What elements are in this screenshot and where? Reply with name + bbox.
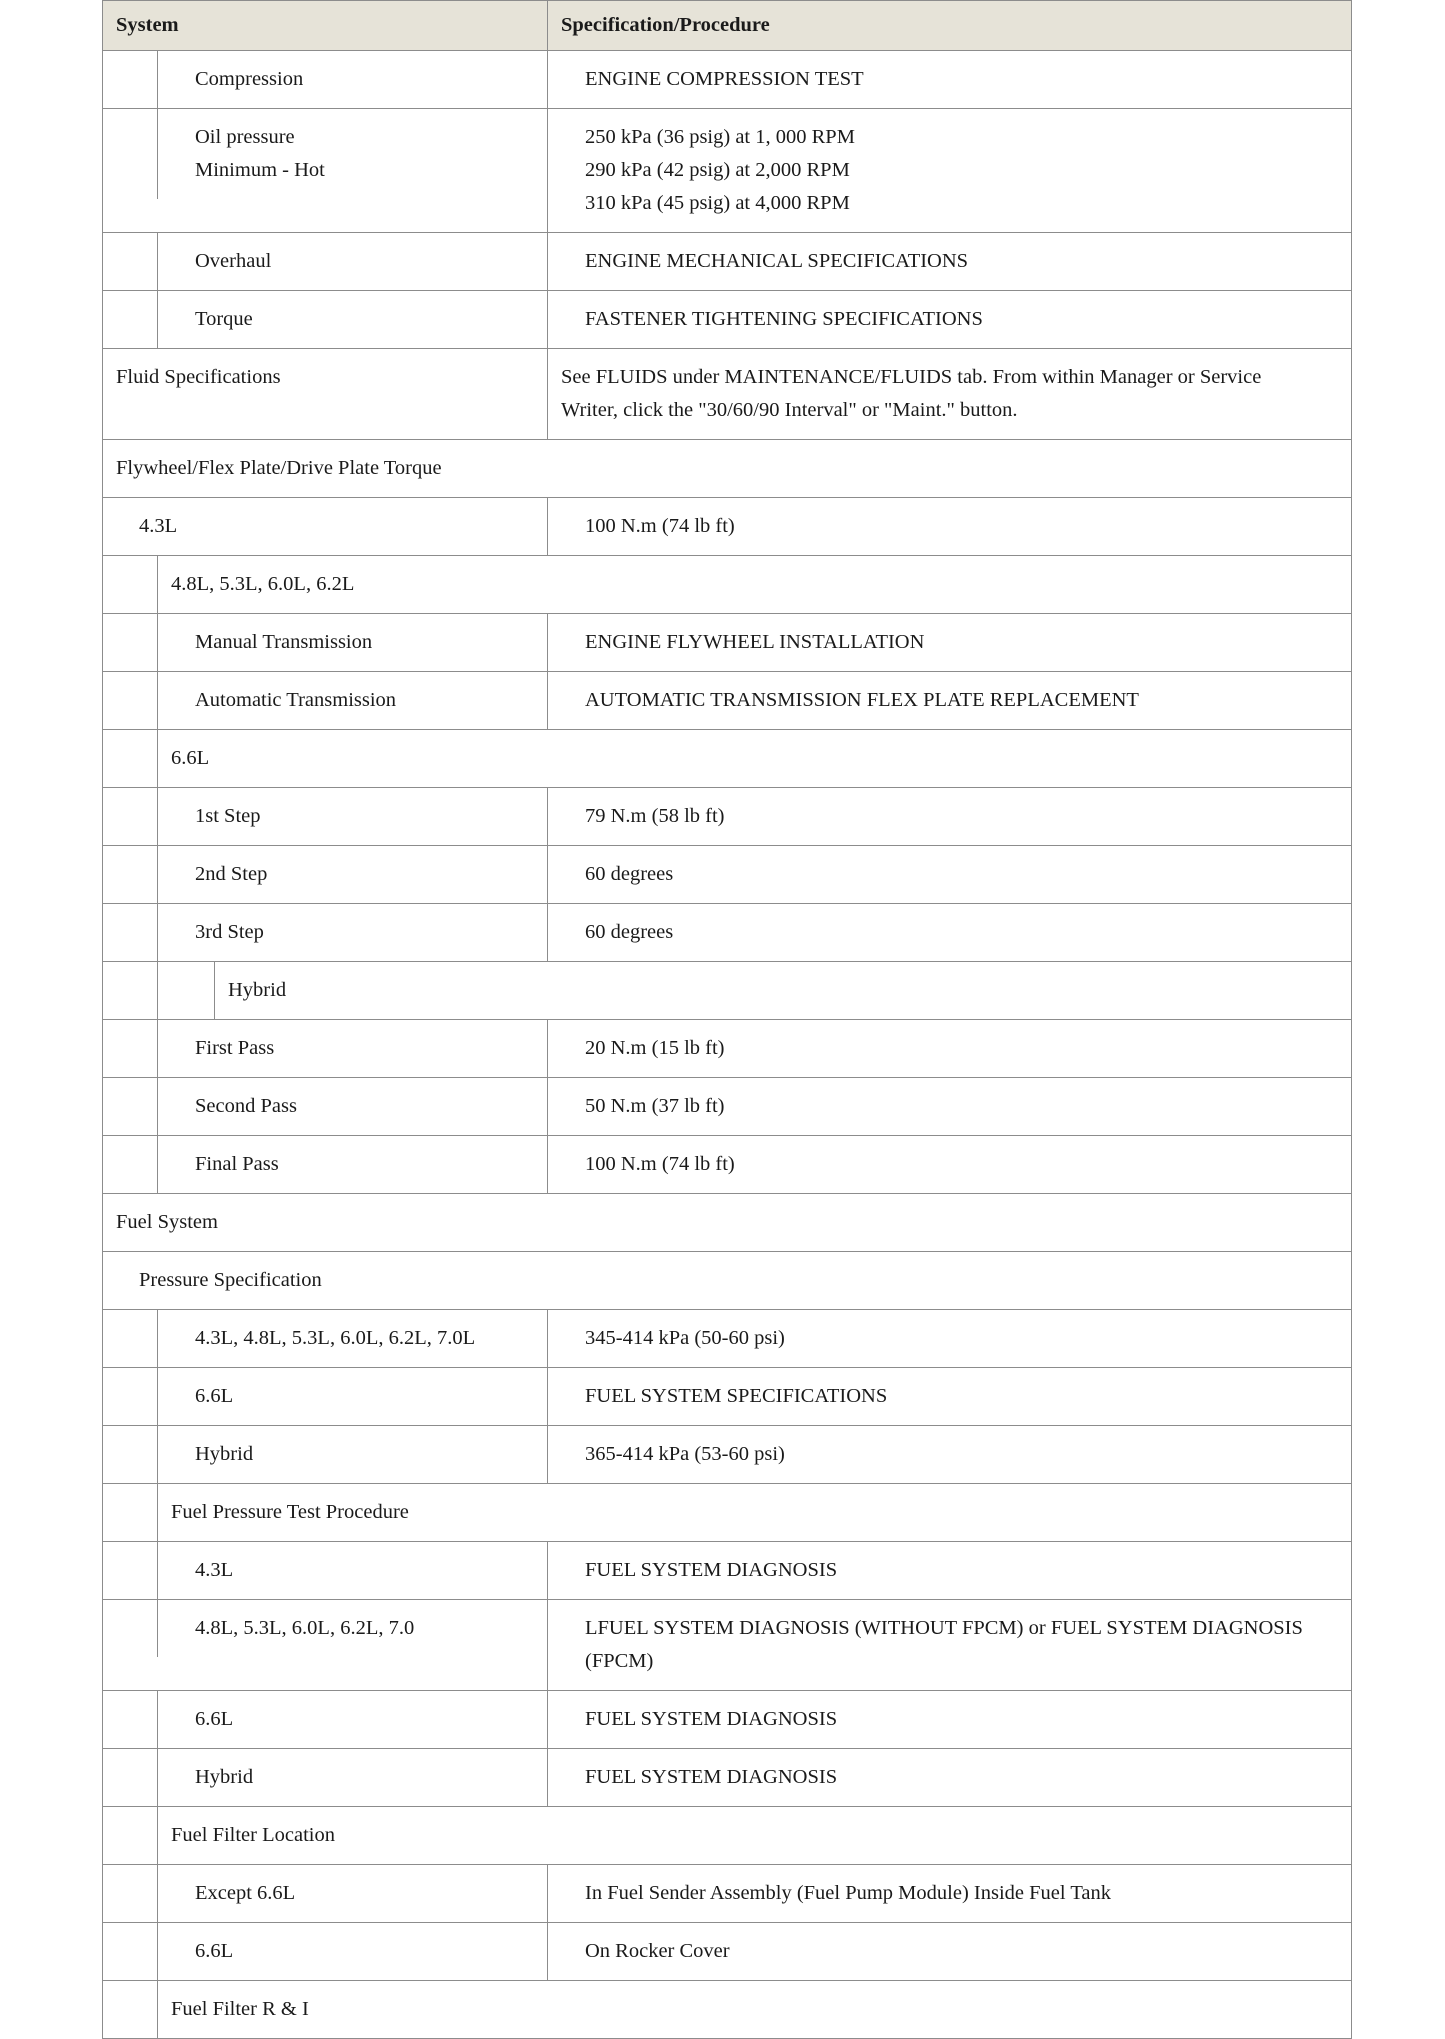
indent-gutter [103, 1484, 158, 1541]
system-cell [103, 1923, 548, 1981]
indent-gutter [103, 1807, 158, 1864]
system-label [158, 904, 278, 961]
table-row [103, 846, 1352, 904]
system-label [158, 1749, 267, 1806]
cell-text-line: 6.6L [195, 1940, 234, 1962]
spec-value [548, 1865, 1351, 1922]
table-row [103, 672, 1352, 730]
cell-text-line: LFUEL SYSTEM DIAGNOSIS (WITHOUT FPCM) or FUEL SYSTEM DIAGNOSIS [585, 1617, 1303, 1639]
section-label [158, 1981, 323, 2038]
cell-text-line: Fuel Filter R & I [171, 1998, 309, 2020]
cell-text-line: Compression [195, 68, 304, 90]
spec-value [548, 1020, 1351, 1077]
indent-gutter [103, 1368, 158, 1425]
system-cell [103, 1749, 548, 1807]
table-row [103, 1368, 1352, 1426]
section-label [103, 440, 456, 497]
cell-text-line: 50 N.m (37 lb ft) [585, 1095, 725, 1117]
spec-cell [548, 1600, 1352, 1691]
spec-value [548, 349, 1351, 439]
indent-gutter [103, 233, 158, 290]
table-row [103, 1865, 1352, 1923]
indent-gutter [103, 846, 158, 903]
spec-value [548, 1749, 1351, 1806]
cell-text-line: (FPCM) [585, 1650, 654, 1672]
spec-value [548, 291, 1351, 348]
spec-value [548, 1923, 1351, 1980]
spec-value [548, 1426, 1351, 1483]
table-row [103, 1252, 1352, 1310]
cell-text-line: Hybrid [228, 979, 287, 1001]
system-label [158, 788, 275, 845]
indent-gutter [103, 1542, 158, 1599]
indent-gutter [103, 904, 158, 961]
header-spec: Specification/Procedure [548, 1, 1352, 51]
indent-gutter [103, 1600, 158, 1657]
system-cell [103, 51, 548, 109]
cell-text-line: Manual Transmission [195, 631, 373, 653]
indent-gutter [158, 962, 215, 1019]
indent-gutter [103, 51, 158, 108]
spec-value [548, 1136, 1351, 1193]
cell-text-line: FUEL SYSTEM DIAGNOSIS [585, 1708, 838, 1730]
system-cell [103, 498, 548, 556]
section-cell [103, 1194, 1352, 1252]
cell-text-line: 4.3L [195, 1559, 234, 1581]
indent-gutter [103, 1136, 158, 1193]
indent-gutter [103, 962, 158, 1019]
spec-value [548, 498, 1351, 555]
system-cell [103, 1136, 548, 1194]
cell-text-line: 100 N.m (74 lb ft) [585, 1153, 735, 1175]
cell-text-line: ENGINE MECHANICAL SPECIFICATIONS [585, 250, 969, 272]
table-row [103, 109, 1352, 233]
system-cell [103, 1691, 548, 1749]
indent-gutter [103, 1923, 158, 1980]
system-cell [103, 904, 548, 962]
spec-cell [548, 291, 1352, 349]
system-label [158, 1865, 309, 1922]
spec-cell [548, 614, 1352, 672]
spec-value [548, 1600, 1351, 1690]
system-cell [103, 1368, 548, 1426]
spec-cell [548, 788, 1352, 846]
system-label [158, 109, 339, 199]
spec-cell [548, 1542, 1352, 1600]
table-row [103, 1981, 1352, 2039]
cell-text-line: See FLUIDS under MAINTENANCE/FLUIDS tab. From within Manager or Service [561, 366, 1262, 388]
indent-gutter [103, 1020, 158, 1077]
table-row [103, 1923, 1352, 1981]
table-row [103, 1020, 1352, 1078]
cell-text-line: 2nd Step [195, 863, 268, 885]
indent-gutter [103, 614, 158, 671]
table-row [103, 1749, 1352, 1807]
system-cell [103, 1600, 548, 1691]
cell-text-line: Minimum - Hot [195, 159, 325, 181]
spec-value [548, 614, 1351, 671]
cell-text-line: 4.8L, 5.3L, 6.0L, 6.2L, 7.0 [195, 1617, 415, 1639]
table-row [103, 556, 1352, 614]
indent-gutter [103, 109, 158, 199]
spec-cell [548, 904, 1352, 962]
section-label [158, 556, 368, 613]
indent-gutter [103, 730, 158, 787]
spec-cell [548, 109, 1352, 233]
system-cell [103, 1426, 548, 1484]
cell-text-line: 6.6L [195, 1708, 234, 1730]
spec-value [548, 904, 1351, 961]
table-row [103, 614, 1352, 672]
section-cell [103, 440, 1352, 498]
cell-text-line: On Rocker Cover [585, 1940, 730, 1962]
spec-value [548, 51, 1351, 108]
cell-text-line: Fluid Specifications [116, 366, 281, 388]
header-system: System [103, 1, 548, 51]
cell-text-line: 6.6L [195, 1385, 234, 1407]
table-body [103, 51, 1352, 2039]
table-row [103, 788, 1352, 846]
table-row [103, 440, 1352, 498]
system-cell [103, 1078, 548, 1136]
cell-text-line: FASTENER TIGHTENING SPECIFICATIONS [585, 308, 983, 330]
section-cell [103, 1484, 1352, 1542]
spec-cell [548, 1923, 1352, 1981]
table-row [103, 1807, 1352, 1865]
section-cell [103, 556, 1352, 614]
cell-text-line: 290 kPa (42 psig) at 2,000 RPM [585, 159, 850, 181]
indent-gutter [103, 1981, 158, 2038]
system-cell [103, 109, 548, 233]
section-label [103, 1194, 232, 1251]
cell-text-line: ENGINE FLYWHEEL INSTALLATION [585, 631, 925, 653]
system-label [158, 233, 285, 290]
system-cell [103, 846, 548, 904]
system-label [158, 1136, 293, 1193]
section-label [158, 1484, 423, 1541]
system-cell [103, 1865, 548, 1923]
cell-text-line: 3rd Step [195, 921, 264, 943]
system-label [158, 614, 386, 671]
indent-gutter [103, 291, 158, 348]
table-header-row [103, 1, 1352, 51]
table-row [103, 291, 1352, 349]
cell-text-line: First Pass [195, 1037, 275, 1059]
table-row [103, 730, 1352, 788]
spec-cell [548, 51, 1352, 109]
system-label [103, 498, 191, 555]
spec-value [548, 788, 1351, 845]
cell-text-line: Writer, click the "30/60/90 Interval" or "Maint." button. [561, 399, 1018, 421]
table-row [103, 498, 1352, 556]
spec-cell [548, 498, 1352, 556]
indent-gutter [103, 672, 158, 729]
table-row [103, 1484, 1352, 1542]
system-cell [103, 614, 548, 672]
table-row [103, 1310, 1352, 1368]
system-label [158, 291, 267, 348]
system-cell [103, 291, 548, 349]
spec-value [548, 1542, 1351, 1599]
cell-text-line: AUTOMATIC TRANSMISSION FLEX PLATE REPLACEMENT [585, 689, 1139, 711]
spec-cell [548, 672, 1352, 730]
system-cell [103, 1020, 548, 1078]
cell-text-line: ENGINE COMPRESSION TEST [585, 68, 864, 90]
table-row [103, 1542, 1352, 1600]
cell-text-line: 4.3L, 4.8L, 5.3L, 6.0L, 6.2L, 7.0L [195, 1327, 476, 1349]
table-row [103, 1426, 1352, 1484]
cell-text-line: 250 kPa (36 psig) at 1, 000 RPM [585, 126, 855, 148]
section-label [103, 1252, 336, 1309]
system-label [158, 1600, 428, 1657]
table-row [103, 1078, 1352, 1136]
system-cell [103, 1542, 548, 1600]
cell-text-line: Hybrid [195, 1766, 254, 1788]
cell-text-line: 365-414 kPa (53-60 psi) [585, 1443, 785, 1465]
cell-text-line: 310 kPa (45 psig) at 4,000 RPM [585, 192, 850, 214]
cell-text-line: 60 degrees [585, 863, 674, 885]
table-row [103, 962, 1352, 1020]
table-row [103, 51, 1352, 109]
indent-gutter [103, 1078, 158, 1135]
system-label [158, 1020, 288, 1077]
system-label [158, 1691, 247, 1748]
indent-gutter [103, 1691, 158, 1748]
system-label [158, 846, 281, 903]
spec-cell [548, 349, 1352, 440]
cell-text-line: Fuel System [116, 1211, 218, 1233]
table-row [103, 233, 1352, 291]
system-cell [103, 233, 548, 291]
cell-text-line: Automatic Transmission [195, 689, 397, 711]
spec-cell [548, 233, 1352, 291]
system-label [158, 1426, 267, 1483]
spec-cell [548, 1865, 1352, 1923]
cell-text-line: Fuel Filter Location [171, 1824, 335, 1846]
spec-value [548, 109, 1351, 232]
system-label [158, 1368, 247, 1425]
system-label [158, 1542, 247, 1599]
system-label [158, 1923, 247, 1980]
section-cell [103, 1981, 1352, 2039]
spec-value [548, 1078, 1351, 1135]
cell-text-line: FUEL SYSTEM DIAGNOSIS [585, 1766, 838, 1788]
system-label [158, 1310, 489, 1367]
spec-cell [548, 1020, 1352, 1078]
spec-cell [548, 1136, 1352, 1194]
system-label [158, 51, 317, 108]
system-cell [103, 1310, 548, 1368]
indent-gutter [103, 788, 158, 845]
spec-cell [548, 846, 1352, 904]
system-cell [103, 349, 548, 440]
cell-text-line: 100 N.m (74 lb ft) [585, 515, 735, 537]
cell-text-line: Fuel Pressure Test Procedure [171, 1501, 409, 1523]
spec-cell [548, 1078, 1352, 1136]
spec-table-container [102, 0, 1351, 2039]
system-label [158, 672, 410, 729]
section-cell [103, 1807, 1352, 1865]
table-row [103, 1600, 1352, 1691]
cell-text-line: FUEL SYSTEM DIAGNOSIS [585, 1559, 838, 1581]
cell-text-line: 20 N.m (15 lb ft) [585, 1037, 725, 1059]
spec-value [548, 1368, 1351, 1425]
system-label [103, 349, 295, 406]
cell-text-line: 6.6L [171, 747, 210, 769]
table-row [103, 1691, 1352, 1749]
indent-gutter [103, 556, 158, 613]
cell-text-line: 60 degrees [585, 921, 674, 943]
section-label [158, 1807, 349, 1864]
spec-cell [548, 1426, 1352, 1484]
section-label [158, 730, 223, 787]
spec-value [548, 1310, 1351, 1367]
system-cell [103, 672, 548, 730]
indent-gutter [103, 1749, 158, 1806]
spec-cell [548, 1691, 1352, 1749]
spec-value [548, 1691, 1351, 1748]
table-row [103, 1194, 1352, 1252]
cell-text-line: Second Pass [195, 1095, 297, 1117]
spec-value [548, 233, 1351, 290]
spec-value [548, 846, 1351, 903]
section-cell [103, 730, 1352, 788]
cell-text-line: Pressure Specification [139, 1269, 322, 1291]
spec-cell [548, 1368, 1352, 1426]
system-cell [103, 788, 548, 846]
cell-text-line: Torque [195, 308, 253, 330]
cell-text-line: Overhaul [195, 250, 272, 272]
cell-text-line: Final Pass [195, 1153, 279, 1175]
table-row [103, 1136, 1352, 1194]
cell-text-line: 4.8L, 5.3L, 6.0L, 6.2L [171, 573, 355, 595]
cell-text-line: In Fuel Sender Assembly (Fuel Pump Module) Inside Fuel Tank [585, 1882, 1112, 1904]
table-row [103, 349, 1352, 440]
cell-text-line: Flywheel/Flex Plate/Drive Plate Torque [116, 457, 442, 479]
system-label [158, 1078, 311, 1135]
cell-text-line: Oil pressure [195, 126, 295, 148]
cell-text-line: 1st Step [195, 805, 261, 827]
cell-text-line: 79 N.m (58 lb ft) [585, 805, 725, 827]
section-label [215, 962, 300, 1019]
cell-text-line: Except 6.6L [195, 1882, 296, 1904]
indent-gutter [103, 1426, 158, 1483]
spec-table [102, 0, 1352, 2039]
section-cell [103, 1252, 1352, 1310]
indent-gutter [103, 1310, 158, 1367]
cell-text-line: 345-414 kPa (50-60 psi) [585, 1327, 785, 1349]
cell-text-line: 4.3L [139, 515, 178, 537]
spec-value [548, 672, 1351, 729]
table-row [103, 904, 1352, 962]
cell-text-line: FUEL SYSTEM SPECIFICATIONS [585, 1385, 888, 1407]
spec-cell [548, 1749, 1352, 1807]
section-cell [103, 962, 1352, 1020]
cell-text-line: Hybrid [195, 1443, 254, 1465]
indent-gutter [103, 1865, 158, 1922]
spec-cell [548, 1310, 1352, 1368]
